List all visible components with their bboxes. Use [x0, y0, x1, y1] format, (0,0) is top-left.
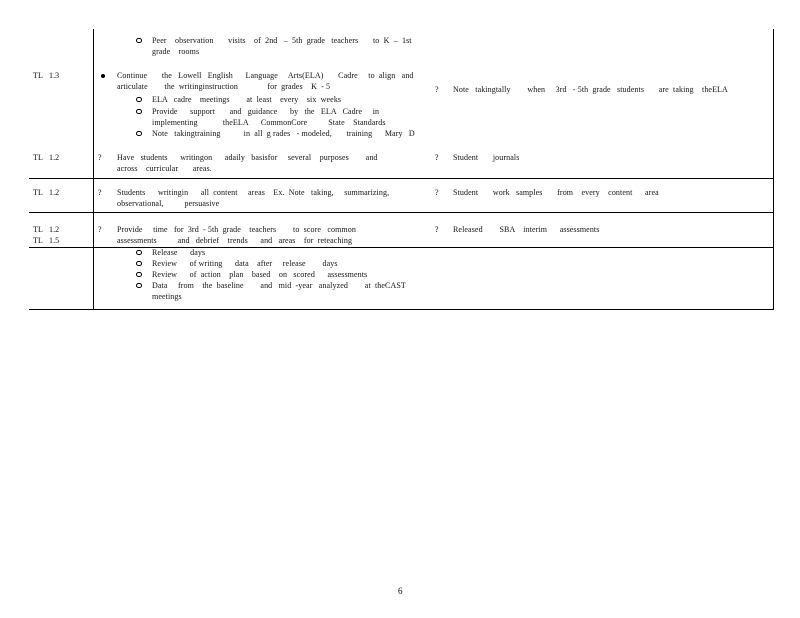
activity-subitem: meetings	[152, 292, 182, 301]
activity-marker: ?	[98, 188, 102, 197]
activity-marker: ?	[98, 153, 102, 162]
activity-subitem: Peer observation visits of 2nd – 5th grade teachers to K – 1st	[152, 36, 412, 45]
activity-text: Continue the Lowell English Language Arts(ELA) Cadre to align and	[117, 71, 414, 80]
hollow-bullet-icon	[136, 131, 142, 136]
row-divider	[29, 178, 774, 179]
row-divider	[29, 212, 774, 213]
activity-subitem: ELA cadre meetings at least every six weeks	[152, 95, 342, 104]
standard-code: TL 1.2	[33, 153, 60, 162]
evidence-text: Released SBA interim assessments	[453, 225, 600, 234]
activity-subitem: Provide support and guidance by the ELA Cadre in	[152, 107, 380, 116]
activity-text: assessments and debrief trends and areas for reteaching	[117, 236, 353, 245]
activity-subitem: implementing theELA CommonCore State Standards	[152, 118, 386, 127]
hollow-bullet-icon	[136, 97, 142, 102]
activity-text: articulate the writinginstruction for grades K - 5	[117, 82, 331, 91]
evidence-marker: ?	[435, 85, 439, 94]
activity-subitem: Data from the baseline and mid -year analyzed at theCAST	[152, 281, 406, 290]
standard-code: TL 1.2	[33, 225, 60, 234]
solid-bullet-icon	[101, 74, 105, 78]
evidence-marker: ?	[435, 225, 439, 234]
activity-marker: ?	[98, 225, 102, 234]
page-number: 6	[398, 586, 403, 596]
activity-text: Students writingin all content areas Ex. Note taking, summarizing,	[117, 188, 390, 197]
standard-code: TL 1.5	[33, 236, 60, 245]
column-divider	[93, 29, 94, 310]
activity-text: Have students writingon adaily basisfor several purposes and	[117, 153, 378, 162]
evidence-text: Student work samples from every content area	[453, 188, 659, 197]
hollow-bullet-icon	[136, 109, 142, 114]
standard-code: TL 1.2	[33, 188, 60, 197]
row-divider	[29, 247, 774, 248]
evidence-marker: ?	[435, 188, 439, 197]
activity-text: observational, persuasive	[117, 199, 220, 208]
hollow-bullet-icon	[136, 272, 142, 277]
standard-code: TL 1.3	[33, 71, 60, 80]
activity-subitem: Release days	[152, 248, 206, 257]
activity-subitem: Note takingtraining in all g rades - modeled, training Mary D	[152, 129, 415, 138]
evidence-text: Note takingtally when 3rd - 5th grade students are taking theELA	[453, 85, 728, 94]
hollow-bullet-icon	[136, 38, 142, 43]
evidence-text: Student journals	[453, 153, 520, 162]
activity-text: Provide time for 3rd - 5th grade teachers to score common	[117, 225, 356, 234]
plan-table	[29, 29, 774, 310]
hollow-bullet-icon	[136, 261, 142, 266]
evidence-marker: ?	[435, 153, 439, 162]
hollow-bullet-icon	[136, 250, 142, 255]
table-bottom-border	[29, 309, 774, 310]
table-right-border	[773, 29, 774, 310]
activity-subitem: Review of writing data after release days	[152, 259, 338, 268]
activity-subitem: grade rooms	[152, 47, 200, 56]
activity-text: across curricular areas.	[117, 164, 212, 173]
activity-subitem: Review of action plan based on scored assessments	[152, 270, 368, 279]
hollow-bullet-icon	[136, 283, 142, 288]
